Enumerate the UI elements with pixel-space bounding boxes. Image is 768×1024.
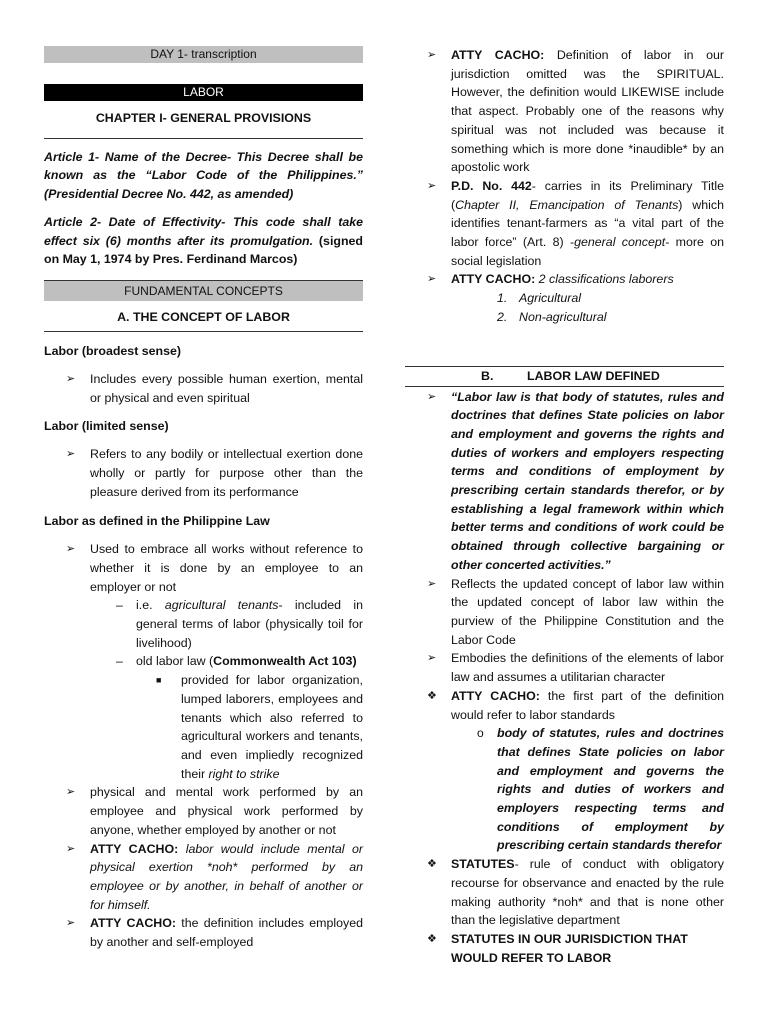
provided-italic: right to strike bbox=[208, 766, 280, 781]
dash-icon: – bbox=[116, 598, 123, 613]
reflects-item bbox=[405, 575, 724, 650]
arrow-icon: ➢ bbox=[427, 652, 437, 665]
ie-item bbox=[44, 596, 363, 652]
left-column bbox=[44, 46, 363, 952]
class-2 bbox=[405, 308, 724, 327]
circle-icon: o bbox=[477, 726, 484, 741]
broad-item-text: Includes every possible human exertion, mental or physical and even spiritual bbox=[90, 372, 363, 406]
old-law-item bbox=[44, 652, 363, 671]
quote-text: “Labor law is that body of statutes, rules and doctrines that defines State policies on labor and employment and governs the rights and duties of workers and employers respecting terms and conditions of employment by prescribing certain standards therefor, or by establishing a legal framework within which better terms and conditions of work could be obtained through collective bargaining or other concerted activities.” bbox=[451, 389, 724, 572]
day-header: DAY 1- transcription bbox=[44, 46, 363, 63]
limited-item bbox=[44, 445, 363, 501]
old-close: ) bbox=[352, 654, 357, 669]
cacho-2-item bbox=[44, 914, 363, 951]
article-2-text: Article 2- Date of Effectivity- This code shall take effect six (6) months after its promulgation. bbox=[44, 214, 363, 248]
class-1-number: 1. bbox=[497, 291, 508, 306]
square-icon: ■ bbox=[156, 675, 162, 686]
cacho-1-text: labor would include mental or physical exertion *noh* performed by an employee or by another, in behalf of another or for himself. bbox=[90, 841, 363, 912]
cacho-3-item bbox=[405, 46, 724, 177]
arrow-icon: ➢ bbox=[66, 373, 76, 386]
arrow-icon: ➢ bbox=[66, 917, 76, 930]
cacho-4-label: ATTY CACHO: bbox=[451, 272, 536, 287]
cacho-5-item bbox=[405, 687, 724, 724]
fundamental-header: FUNDAMENTAL CONCEPTS bbox=[44, 280, 363, 301]
ie-lead: i.e. bbox=[136, 598, 165, 613]
embodies-text: Embodies the definitions of the elements of labor law and assumes a utilitarian character bbox=[451, 651, 724, 685]
dash-icon: – bbox=[116, 654, 123, 669]
cacho-3-label: ATTY CACHO: bbox=[451, 48, 545, 62]
statutes-jurisdiction-text: STATUTES IN OUR JURISDICTION THAT WOULD REFER TO LABOR bbox=[451, 931, 688, 965]
arrow-icon: ➢ bbox=[427, 49, 437, 61]
arrow-icon: ➢ bbox=[66, 786, 76, 799]
pd-text-1: - carries in its Preliminary Title ( bbox=[451, 178, 724, 212]
diamond-icon: ❖ bbox=[427, 858, 437, 871]
reflects-text: Reflects the updated concept of labor law within the updated concept of labor law within the purview of the Philippine Constitution and the Labor Code bbox=[451, 576, 724, 647]
embodies-item bbox=[405, 649, 724, 686]
pd-concept: general concept bbox=[574, 235, 666, 250]
ph-heading: Labor as defined in the Philippine Law bbox=[44, 513, 270, 528]
broad-item bbox=[44, 370, 363, 407]
physical-item bbox=[44, 783, 363, 839]
body-text: body of statutes, rules and doctrines that defines State policies on labor and employment and governs the rights and duties of workers and employers respecting terms and conditions of employment by prescribing certain standards therefor bbox=[497, 726, 724, 853]
cacho-4-text: 2 classifications laborers bbox=[535, 272, 674, 287]
arrow-icon: ➢ bbox=[427, 577, 437, 590]
class-1-text: Agricultural bbox=[519, 291, 581, 306]
limited-heading: Labor (limited sense) bbox=[44, 418, 169, 433]
statutes-label: STATUTES bbox=[451, 857, 515, 872]
statutes-item bbox=[405, 855, 724, 930]
provided-text: provided for labor organization, lumped laborers, employees and tenants which also referred to agricultural workers and tenants, and even impliedly recognized their bbox=[181, 673, 363, 781]
statutes-jurisdiction-item bbox=[405, 930, 724, 967]
article-2-note: (signed on May 1, 1974 by Pres. Ferdinand Marcos) bbox=[44, 233, 363, 267]
arrow-icon: ➢ bbox=[427, 390, 437, 403]
old-lead: old labor law ( bbox=[136, 654, 214, 669]
pd-chapter: Chapter II, Emancipation of Tenants bbox=[455, 197, 679, 212]
quote-item bbox=[405, 388, 724, 575]
cacho-5-text: the first part of the definition would refer to labor standards bbox=[451, 688, 724, 722]
concept-title: A. THE CONCEPT OF LABOR bbox=[44, 301, 363, 332]
broad-heading: Labor (broadest sense) bbox=[44, 343, 182, 358]
ie-term: agricultural tenants bbox=[164, 598, 279, 613]
labor-header: LABOR bbox=[44, 84, 363, 101]
cacho-4-item bbox=[405, 270, 724, 289]
pd-text-2: ) which identifies tenant-farmers as “a vital part of the labor force” (Art. 8) - bbox=[451, 197, 724, 250]
physical-item-text: physical and mental work performed by an employee and physical work performed by anyone, whether employed by another or not bbox=[90, 785, 363, 837]
chapter-title: CHAPTER I- GENERAL PROVISIONS bbox=[44, 101, 363, 139]
arrow-icon: ➢ bbox=[66, 543, 76, 556]
defined-letter: B. bbox=[481, 368, 494, 383]
cacho-3-text: Definition of labor in our jurisdiction omitted was the SPIRITUAL. However, the definition would LIKEWISE include that aspect. Probably one of the reasons why spiritual was not included was because it something which is more done *inaudible* by an apostolic work bbox=[451, 48, 724, 175]
limited-item-text: Refers to any bodily or intellectual exertion done wholly or partly for purpose other than the pleasure derived from its performance bbox=[90, 447, 363, 499]
right-column bbox=[405, 46, 724, 967]
pd-item bbox=[405, 177, 724, 271]
diamond-icon: ❖ bbox=[427, 689, 437, 702]
labor-law-defined-title bbox=[405, 366, 724, 387]
cacho-1-item bbox=[44, 840, 363, 915]
old-act: Commonwealth Act 103 bbox=[213, 654, 353, 669]
article-1: Article 1- Name of the Decree- This Decree shall be known as the “Labor Code of the Philippines.” (Presidential Decree No. 442, as amended) bbox=[44, 149, 363, 202]
statutes-text: - rule of conduct with obligatory recourse for observance and enacted by the rule making authority *noh* and that is none other than the legislative department bbox=[451, 857, 724, 928]
diamond-icon: ❖ bbox=[427, 932, 437, 945]
ph-item bbox=[44, 540, 363, 596]
ph-item-text: Used to embrace all works without reference to whether it is done by an employee to an employer or not bbox=[90, 542, 363, 594]
class-2-number: 2. bbox=[497, 309, 508, 324]
article-2 bbox=[44, 213, 363, 269]
arrow-icon: ➢ bbox=[427, 179, 437, 192]
class-1 bbox=[405, 289, 724, 308]
arrow-icon: ➢ bbox=[66, 842, 76, 855]
provided-item bbox=[44, 671, 363, 783]
cacho-2-text: the definition includes employed by another and self-employed bbox=[90, 916, 363, 950]
class-2-text: Non-agricultural bbox=[519, 309, 607, 324]
body-item bbox=[405, 724, 724, 855]
pd-text-3: - more on social legislation bbox=[451, 235, 724, 268]
cacho-1-label: ATTY CACHO: bbox=[90, 841, 179, 856]
cacho-5-label: ATTY CACHO: bbox=[451, 688, 540, 703]
ie-rest: - included in general terms of labor (physically toil for livelihood) bbox=[136, 598, 363, 650]
arrow-icon: ➢ bbox=[427, 273, 437, 286]
arrow-icon: ➢ bbox=[66, 448, 76, 461]
cacho-2-label: ATTY CACHO: bbox=[90, 916, 177, 931]
defined-title: LABOR LAW DEFINED bbox=[527, 368, 660, 383]
pd-label: P.D. No. 442 bbox=[451, 178, 532, 193]
